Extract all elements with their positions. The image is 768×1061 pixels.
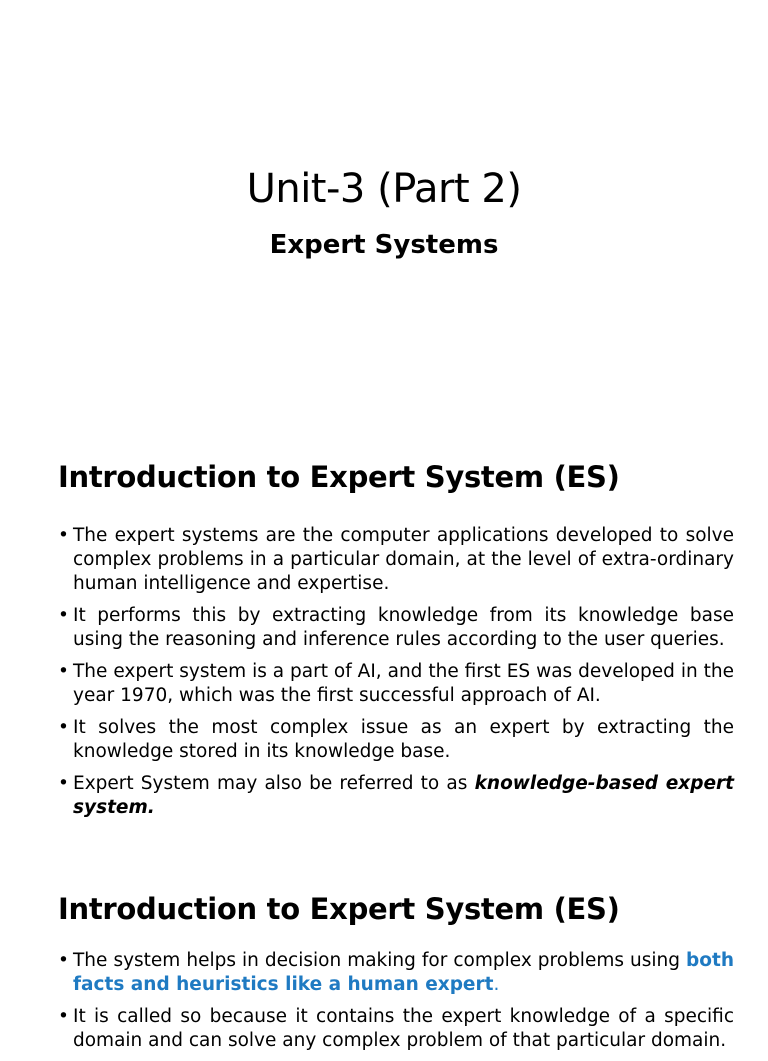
intro-slide-1 <box>0 432 768 864</box>
bullet-text: The system helps in decision making for complex problems using <box>73 950 687 971</box>
bullet-item: • It is called so because it contains the expert knowledge of a specific domain and can solve any complex problem of that particular domain. <box>58 1005 734 1053</box>
slide-heading: Introduction to Expert System (ES) <box>58 460 620 494</box>
bullet-list <box>58 949 734 1061</box>
bullet-item <box>58 772 734 820</box>
title-slide <box>0 0 768 432</box>
highlighted-phrase: both facts and heuristics like a human expert <box>73 950 734 995</box>
intro-slide-2 <box>0 864 768 1051</box>
bullet-list <box>58 524 734 828</box>
slide-subtitle: Expert Systems <box>269 230 499 260</box>
slide-title: Unit-3 (Part 2) <box>246 166 522 212</box>
bullet-item <box>58 949 734 997</box>
bullet-item: • It solves the most complex issue as an expert by extracting the knowledge stored in its knowledge base. <box>58 716 734 764</box>
bullet-item: • It performs this by extracting knowledge from its knowledge base using the reasoning and inference rules according to the user queries. <box>58 604 734 652</box>
bullet-item: • The expert system is a part of AI, and the first ES was developed in the year 1970, which was the first successful approach of AI. <box>58 660 734 708</box>
bullet-suffix: . <box>493 974 500 995</box>
bullet-text: Expert System may also be referred to as <box>73 773 475 794</box>
emphasized-term: knowledge-based expert system. <box>73 773 734 818</box>
slide-heading: Introduction to Expert System (ES) <box>58 892 620 926</box>
bullet-item: • The expert systems are the computer applications developed to solve complex problems in a particular domain, at the level of extra-ordinary human intelligence and expertise. <box>58 524 734 596</box>
